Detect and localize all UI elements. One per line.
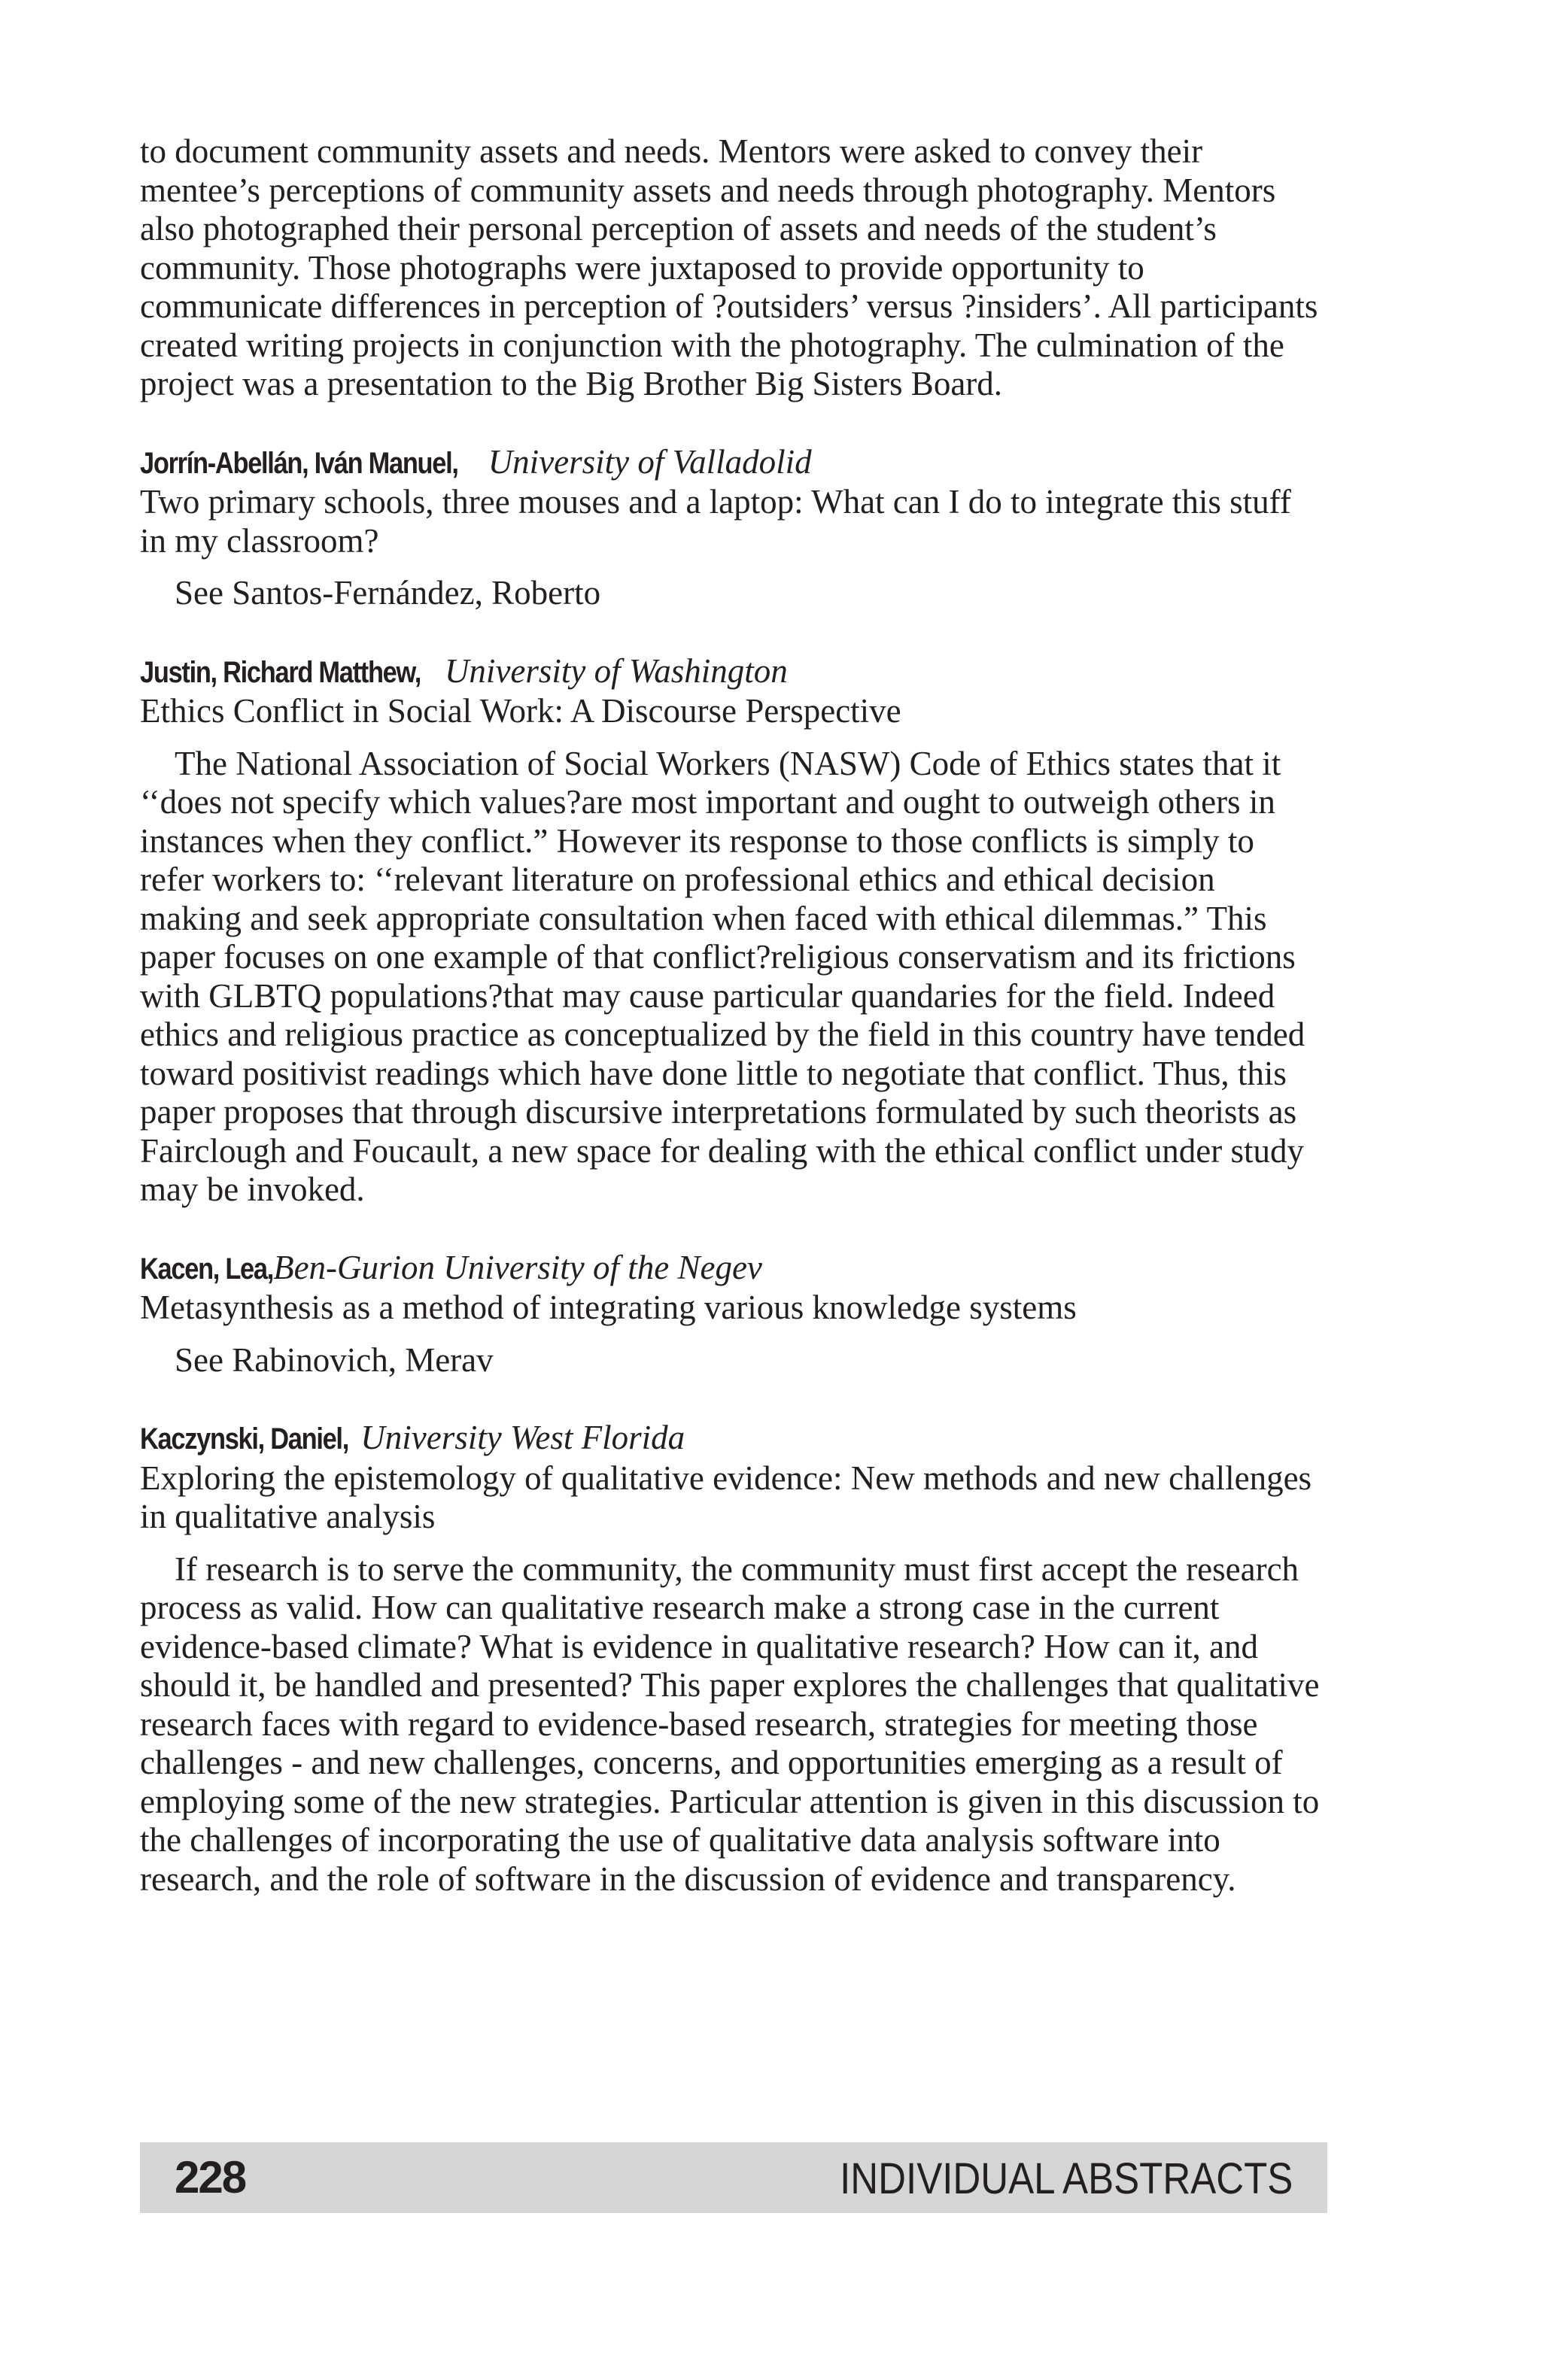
author-name: Kacen, Lea, (140, 1252, 274, 1286)
abstract-title: Ethics Conflict in Social Work: A Discourse Perspective (140, 692, 901, 730)
entry-heading (140, 652, 1321, 693)
entry-heading (140, 1249, 1321, 1289)
abstract-entry (140, 652, 1321, 1210)
author-affiliation: University of Washington (444, 651, 788, 690)
abstract-title: Exploring the epistemology of qualitative evidence: New methods and new challenges in qualitative analysis (140, 1459, 1312, 1535)
entry-heading (140, 443, 1321, 484)
author-name: Justin, Richard Matthew, (140, 655, 421, 689)
author-affiliation: University West Florida (360, 1419, 685, 1456)
page-footer (140, 2142, 1327, 2213)
abstract-entry (140, 1419, 1321, 1899)
page-number: 228 (175, 2152, 246, 2202)
abstract-body: See Rabinovich, Merav (175, 1340, 494, 1379)
intro-paragraph: to document community assets and needs. Mentors were asked to convey their mentee’s perceptions of community assets and needs through photography. Mentors also photographed their personal perception of assets and needs of the student’s community. Those photographs were juxtaposed to provide opportunity to communicate differences in perception of ?outsiders’ versus ?insiders’. All participants created writing projects in conjunction with the photography. The culmination of the project was a presentation to the Big Brother Big Sisters Board. (140, 132, 1318, 402)
abstract-entry (140, 1249, 1321, 1380)
author-name: Jorrín-Abellán, Iván Manuel, (140, 446, 458, 480)
author-affiliation: Ben-Gurion University of the Negev (273, 1248, 762, 1286)
abstract-entry (140, 443, 1321, 613)
abstract-title: Metasynthesis as a method of integrating various knowledge systems (140, 1289, 1077, 1326)
abstract-body: If research is to serve the community, the community must first accept the research process as valid. How can qualitative research make a strong case in the current evidence-based climate? What is evidence in qualitative research? How can it, and should it, be handled and presented? This paper explores the challenges that qualitative research faces with regard to evidence-based research, strategies for meeting those challenges - and new challenges, concerns, and opportunities emerging as a result of employing some of the new strategies. Particular attention is given in this discussion to the challenges of incorporating the use of qualitative data analysis software into research, and the role of software in the discussion of evidence and transparency. (140, 1550, 1320, 1898)
entry-heading (140, 1419, 1321, 1459)
author-name: Kaczynski, Daniel, (140, 1422, 348, 1456)
author-affiliation: University of Valladolid (488, 442, 812, 481)
abstract-body: The National Association of Social Workers (NASW) Code of Ethics states that it ‘‘does not specify which values?are most important and ought to outweigh others in instances when they conflict.” However its response to those conflicts is simply to refer workers to: ‘‘relevant literature on professional ethics and ethical decision making and seek appropriate consultation when faced with ethical dilemmas.” This paper focuses on one example of that conflict?religious conservatism and its frictions with GLBTQ populations?that may cause particular quandaries for the field. Indeed ethics and religious practice as conceptualized by the field in this country have tended toward positivist readings which have done little to negotiate that conflict. Thus, this paper proposes that through discursive interpretations formulated by such theorists as Fairclough and Foucault, a new space for dealing with the ethical conflict under study may be invoked. (140, 744, 1305, 1208)
abstract-title: Two primary schools, three mouses and a laptop: What can I do to integrate this stuff in my classroom? (140, 483, 1291, 560)
page-content (140, 132, 1321, 1899)
section-label: INDIVIDUAL ABSTRACTS (839, 2154, 1293, 2203)
abstract-body: See Santos-Fernández, Roberto (175, 574, 601, 612)
